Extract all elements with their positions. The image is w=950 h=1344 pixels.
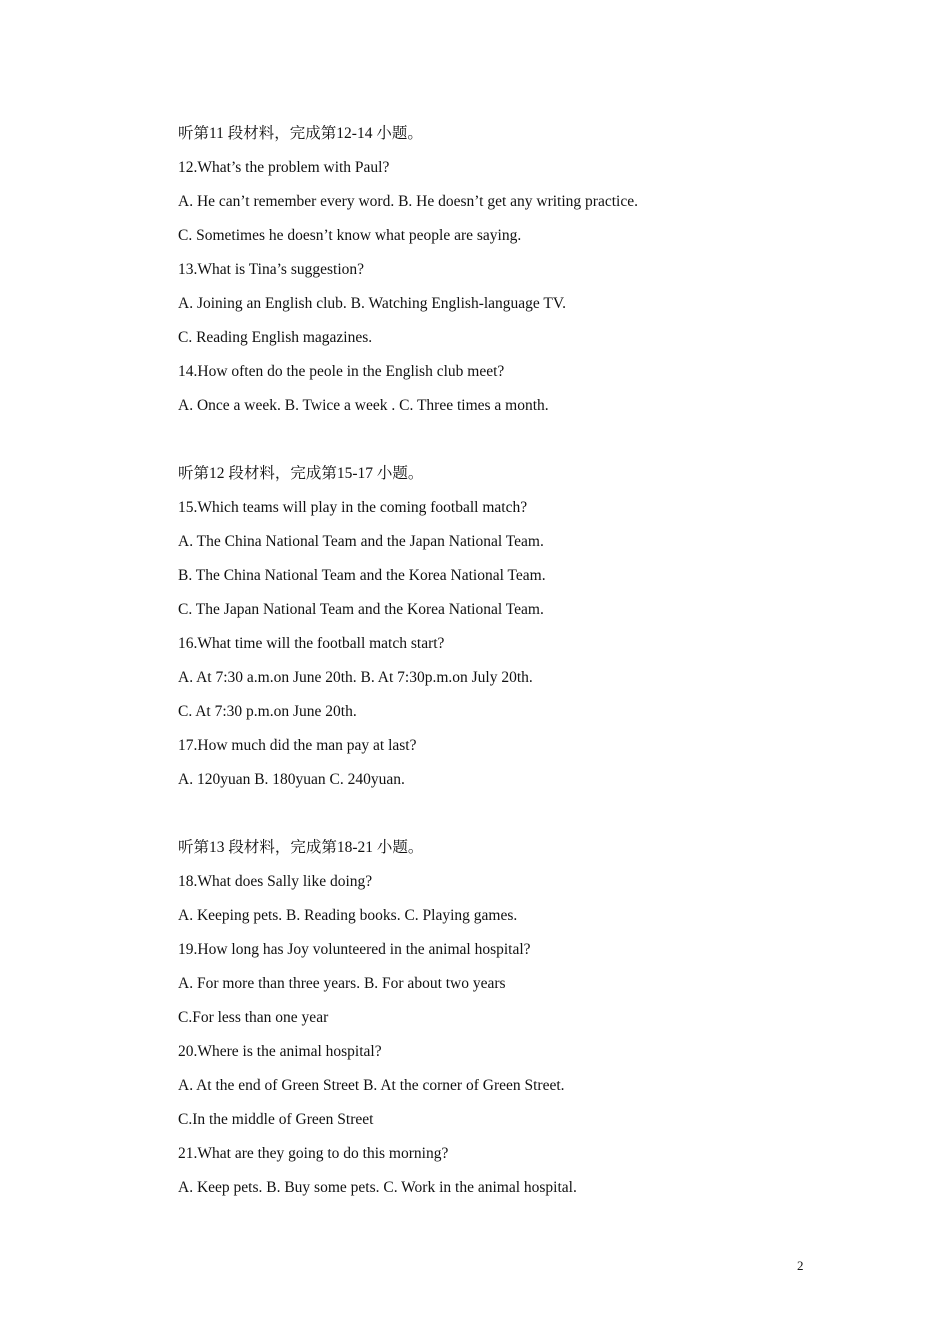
question-13-options-ab: A. Joining an English club. B. Watching English-language TV. [178,295,566,312]
question-13-option-c: C. Reading English magazines. [178,329,373,346]
section-1 [178,124,818,416]
question-14-options: A. Once a week. B. Twice a week . C. Three times a month. [178,397,549,414]
question-16: 16.What time will the football match start? [178,635,445,652]
section-header: 听第13 段材料，完成第18-21 小题。 [178,839,424,856]
question-21: 21.What are they going to do this morning? [178,1145,449,1162]
question-16-options-ab: A. At 7:30 a.m.on June 20th. B. At 7:30p.m.on July 20th. [178,669,533,686]
section-spacer [178,804,818,838]
question-12: 12.What’s the problem with Paul? [178,159,390,176]
question-20-options-ab: A. At the end of Green Street B. At the corner of Green Street. [178,1077,565,1094]
question-16-option-c: C. At 7:30 p.m.on June 20th. [178,703,357,720]
question-15-option-c: C. The Japan National Team and the Korea National Team. [178,601,544,618]
question-12-option-c: C. Sometimes he doesn’t know what people are saying. [178,227,522,244]
question-15-option-b: B. The China National Team and the Korea National Team. [178,567,546,584]
question-13: 13.What is Tina’s suggestion? [178,261,365,278]
question-17-options: A. 120yuan B. 180yuan C. 240yuan. [178,771,405,788]
question-15: 15.Which teams will play in the coming football match? [178,499,528,516]
page-content [178,124,818,1212]
question-17: 17.How much did the man pay at last? [178,737,417,754]
section-header: 听第12 段材料，完成第15-17 小题。 [178,465,424,482]
question-18-options: A. Keeping pets. B. Reading books. C. Playing games. [178,907,518,924]
question-20-option-c: C.In the middle of Green Street [178,1111,374,1128]
question-20: 20.Where is the animal hospital? [178,1043,382,1060]
section-spacer [178,430,818,464]
page-number: 2 [797,1258,804,1273]
question-14: 14.How often do the peole in the English club meet? [178,363,505,380]
question-15-option-a: A. The China National Team and the Japan National Team. [178,533,544,550]
question-21-options: A. Keep pets. B. Buy some pets. C. Work in the animal hospital. [178,1179,577,1196]
question-19-option-c: C.For less than one year [178,1009,329,1026]
question-19: 19.How long has Joy volunteered in the animal hospital? [178,941,531,958]
question-18: 18.What does Sally like doing? [178,873,373,890]
section-3 [178,838,818,1198]
section-header: 听第11 段材料，完成第12-14 小题。 [178,125,423,142]
question-19-options-ab: A. For more than three years. B. For about two years [178,975,506,992]
question-12-options-ab: A. He can’t remember every word. B. He doesn’t get any writing practice. [178,193,638,210]
section-2 [178,464,818,790]
